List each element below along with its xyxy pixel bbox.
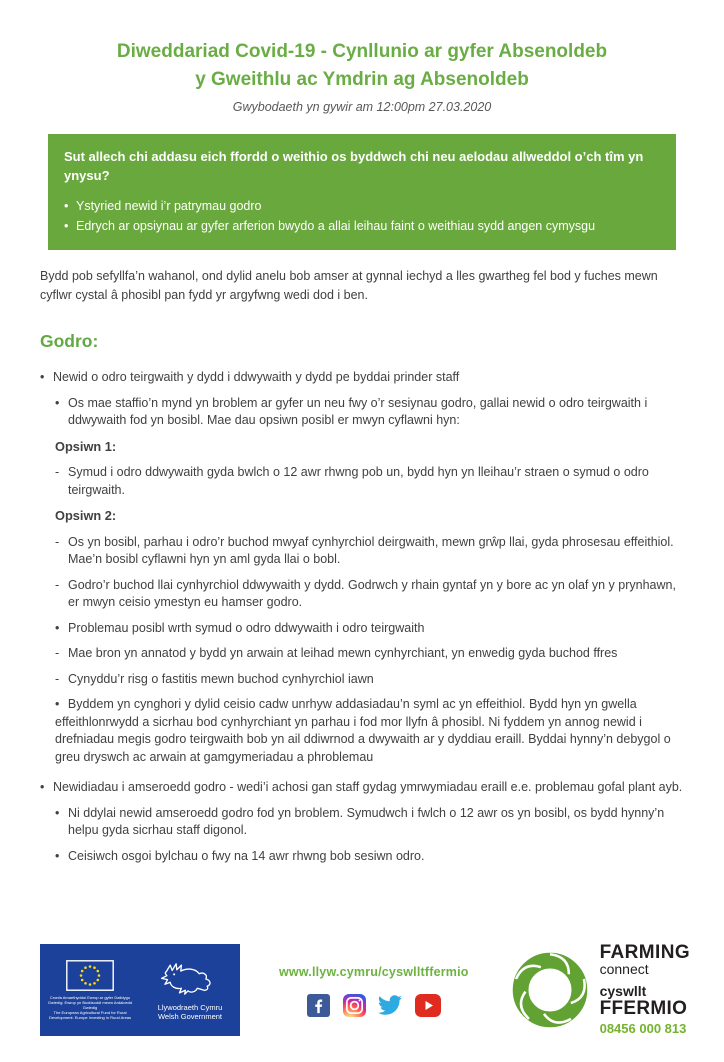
highlight-box bbox=[48, 134, 676, 250]
dash-marker: - bbox=[55, 534, 60, 549]
farming-connect-logo bbox=[508, 943, 690, 1036]
bullet-marker: • bbox=[64, 219, 69, 233]
eu-welsh-government-logo bbox=[40, 944, 240, 1036]
dash-marker: - bbox=[55, 671, 60, 686]
intro-paragraph: Bydd pob sefyllfa’n wahanol, ond dylid anelu bob amser at gynnal iechyd a lles gwartheg fel bod y fuches mewn cyflwr cystal â phosibl pan fydd yr argyfwng wedi dod i ben. bbox=[40, 269, 658, 302]
footer-center bbox=[279, 963, 469, 1017]
list-item: • Ni ddylai newid amseroedd godro fod yn broblem. Symudwch i fwlch o 12 awr os yn bosibl, os bydd hynny’n helpu gyda sicrhau staff digonol. bbox=[55, 805, 684, 840]
website-link[interactable]: www.llyw.cymru/cyswlltffermio bbox=[278, 964, 469, 979]
highlight-box-item-text: Ystyried newid i’r patrymau godro bbox=[76, 199, 262, 213]
option-heading: Opsiwn 2: bbox=[55, 508, 117, 523]
facebook-icon[interactable] bbox=[307, 994, 330, 1017]
welsh-government-label: Llywodraeth Cymru Welsh Government bbox=[157, 1003, 223, 1021]
bullet-marker: • bbox=[64, 199, 69, 213]
bullet-marker: • bbox=[55, 395, 60, 410]
highlight-box-item bbox=[64, 196, 660, 216]
dash-marker: - bbox=[55, 646, 60, 660]
welsh-dragon-icon bbox=[157, 958, 223, 1000]
list-item: • Newidiadau i amseroedd godro - wedi’i achosi gan staff gydag ymrwymiadau eraill e.e. problemau gofal plant ayb. bbox=[40, 779, 684, 797]
twitter-icon[interactable] bbox=[379, 994, 402, 1017]
bullet-marker: • bbox=[40, 370, 45, 384]
dash-marker: - bbox=[55, 577, 60, 592]
highlight-box-item-text: Edrych ar opsiynau ar gyfer arferion bwydo a allai leihau faint o weithiau sydd angen cymysgu bbox=[76, 219, 596, 233]
bullet-marker: • bbox=[55, 697, 60, 711]
section-list bbox=[40, 369, 684, 865]
highlight-box-item bbox=[64, 216, 660, 236]
page-title-line2: y Gweithlu ac Ymdrin ag Absenoldeb bbox=[195, 69, 529, 90]
farming-connect-wordmark: FARMING connect cyswllt FFERMIO 08456 000 813 bbox=[599, 942, 690, 1036]
list-item: - Symud i odro ddwywaith gyda bwlch o 12 awr rhwng pob un, bydd hyn yn lleihau’r straen o symud o odro teirgwaith. bbox=[55, 464, 684, 499]
section-heading: Godro: bbox=[40, 331, 99, 351]
list-item: - Cynyddu’r risg o fastitis mewn buchod cynhyrchiol iawn bbox=[55, 671, 684, 689]
dash-marker: - bbox=[55, 465, 60, 479]
list-item: • Problemau posibl wrth symud o odro ddwywaith i odro teirgwaith bbox=[55, 620, 684, 638]
document-page bbox=[0, 38, 724, 865]
instagram-icon[interactable] bbox=[343, 994, 366, 1017]
page-title-line1: Diweddariad Covid-19 - Cynllunio ar gyfer Absenoldeb bbox=[116, 41, 608, 62]
option-heading: Opsiwn 1: bbox=[55, 438, 117, 454]
eu-fund-text: Cronfa Amaethyddol Ewrop ar gyfer Datblygu Gwledig: Ewrop yn Buddsoddi mewn Ardaloedd Gwledig The European Agricultural Fund for Rural Development: Europe Investing in Rural Areas bbox=[47, 994, 133, 1020]
list-item: - Godro’r buchod llai cynhyrchiol ddwywaith y dydd. Godrwch y rhain gyntaf yn y bore ac yn olaf yn y prynhawn, er mwyn ceisio ymestyn eu hamser godro. bbox=[55, 577, 684, 612]
list-item: • Newid o odro teirgwaith y dydd i ddwywaith y dydd pe byddai prinder staff bbox=[40, 369, 684, 387]
farming-connect-swirl-icon bbox=[508, 948, 592, 1032]
youtube-icon[interactable] bbox=[415, 994, 441, 1017]
page-subtitle: Gwybodaeth yn gywir am 12:00pm 27.03.2020 bbox=[232, 100, 492, 114]
list-item: - Os yn bosibl, parhau i odro’r buchod mwyaf cynhyrchiol deirgwaith, mewn grŵp llai, gyda phrosesau effeithiol. Mae’n bosibl cyflawni hyn yn aml gyda llai o bobl. bbox=[55, 534, 684, 569]
welsh-government-panel bbox=[140, 944, 240, 1036]
list-item: • Os mae staffio’n mynd yn broblem ar gyfer un neu fwy o’r sesiynau godro, gallai newid o odro teirgwaith i ddwywaith fod yn bosibl. Mae dau opsiwn posibl er mwyn cyflawni hyn: bbox=[55, 395, 684, 430]
bullet-marker: • bbox=[55, 848, 60, 863]
list-item: - Mae bron yn annatod y bydd yn arwain at leihad mewn cynhyrchiant, yn enwedig gyda buchod ffres bbox=[55, 645, 684, 663]
bullet-marker: • bbox=[55, 805, 60, 820]
page-title bbox=[40, 38, 684, 94]
bullet-marker: • bbox=[55, 620, 60, 635]
eu-flag-icon bbox=[66, 960, 114, 991]
phone-number: 08456 000 813 bbox=[599, 1021, 687, 1036]
social-icons-row bbox=[279, 994, 469, 1017]
page-footer bbox=[40, 943, 690, 1036]
eu-flag-panel bbox=[40, 944, 140, 1036]
highlight-box-heading: Sut allech chi addasu eich ffordd o weithio os byddwch chi neu aelodau allweddol o’ch tîm yn ynysu? bbox=[64, 149, 644, 183]
list-item: • Ceisiwch osgoi bylchau o fwy na 14 awr rhwng bob sesiwn odro. bbox=[55, 848, 684, 866]
bullet-marker: • bbox=[40, 780, 45, 794]
list-item: • Byddem yn cynghori y dylid ceisio cadw unrhyw addasiadau’n syml ac yn effeithiol. Bydd hyn yn gwella effeithlonrwydd a sicrhau bod cynhyrchiant yn parhau i fod mor llyfn â phosibl. Ni fyddem yn annog newid i drefniadau megis godro teirgwaith bob yn ail ddiwrnod a dwywaith ar y dyddiau eraill. Byddai hynny’n debygol o greu dryswch ac arwain at gamgymeriadau a phroblemau bbox=[55, 697, 671, 764]
